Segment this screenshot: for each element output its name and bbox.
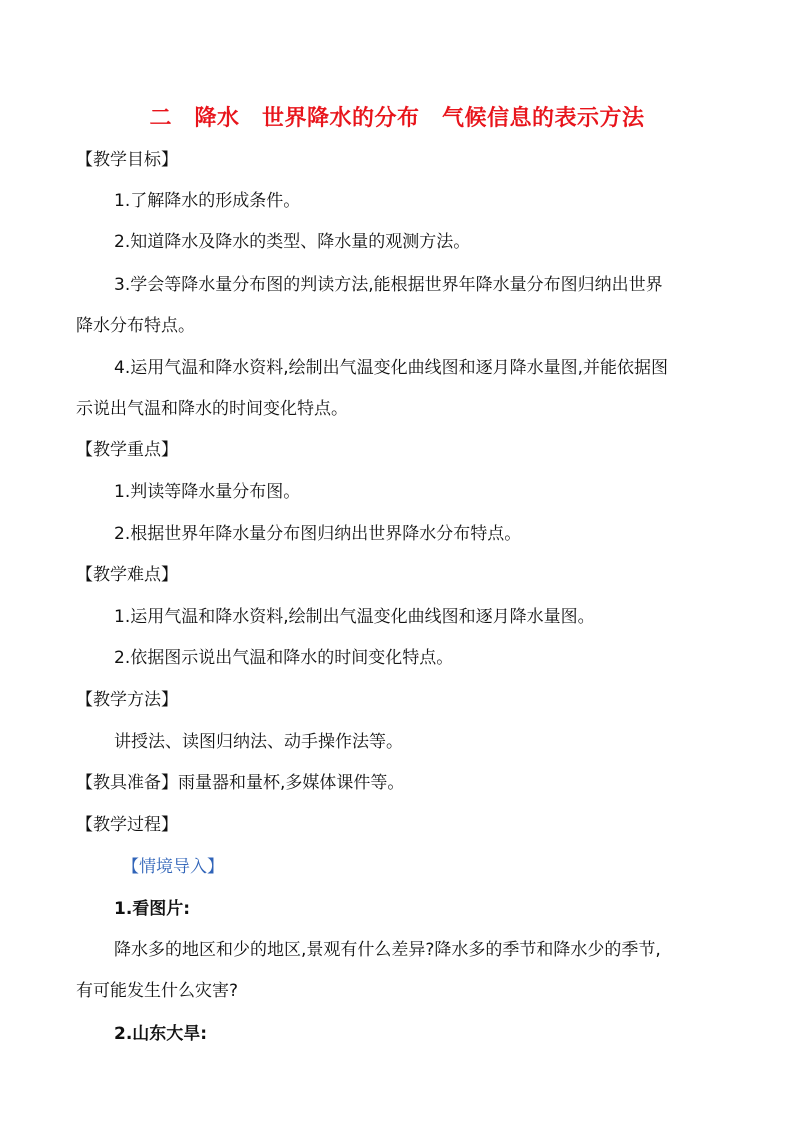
methods-text: 讲授法、读图归纳法、动手操作法等。 <box>114 732 403 752</box>
objective-item-1: 1.了解降水的形成条件。 <box>114 191 301 211</box>
equipment-text: 雨量器和量杯,多媒体课件等。 <box>178 773 405 793</box>
difficulty-item-2: 2.依据图示说出气温和降水的时间变化特点。 <box>114 648 454 668</box>
key-points-heading: 【教学重点】 <box>76 440 178 460</box>
objective-item-2: 2.知道降水及降水的类型、降水量的观测方法。 <box>114 232 471 252</box>
process-heading: 【教学过程】 <box>76 815 178 835</box>
step1-line-2: 有可能发生什么灾害? <box>76 981 239 1001</box>
equipment-heading: 【教具准备】 <box>76 773 178 793</box>
step2-title: 2.山东大旱: <box>114 1024 208 1044</box>
objective-item-3: 3.学会等降水量分布图的判读方法,能根据世界年降水量分布图归纳出世界 <box>114 275 663 295</box>
key-point-item-2: 2.根据世界年降水量分布图归纳出世界降水分布特点。 <box>114 524 522 544</box>
intro-heading: 【情境导入】 <box>122 857 224 877</box>
document-title: 二 降水 世界降水的分布 气候信息的表示方法 <box>149 106 645 131</box>
objective-item-4: 4.运用气温和降水资料,绘制出气温变化曲线图和逐月降水量图,并能依据图 <box>114 358 669 378</box>
objectives-heading: 【教学目标】 <box>76 150 178 170</box>
methods-heading: 【教学方法】 <box>76 690 178 710</box>
step1-title: 1.看图片: <box>114 899 191 919</box>
objective-item-3-cont: 降水分布特点。 <box>76 316 195 336</box>
objective-item-4-cont: 示说出气温和降水的时间变化特点。 <box>76 399 348 419</box>
difficulty-item-1: 1.运用气温和降水资料,绘制出气温变化曲线图和逐月降水量图。 <box>114 607 595 627</box>
step1-line-1: 降水多的地区和少的地区,景观有什么差异?降水多的季节和降水少的季节, <box>114 940 661 960</box>
key-point-item-1: 1.判读等降水量分布图。 <box>114 482 301 502</box>
difficulties-heading: 【教学难点】 <box>76 565 178 585</box>
equipment-line <box>76 771 404 795</box>
